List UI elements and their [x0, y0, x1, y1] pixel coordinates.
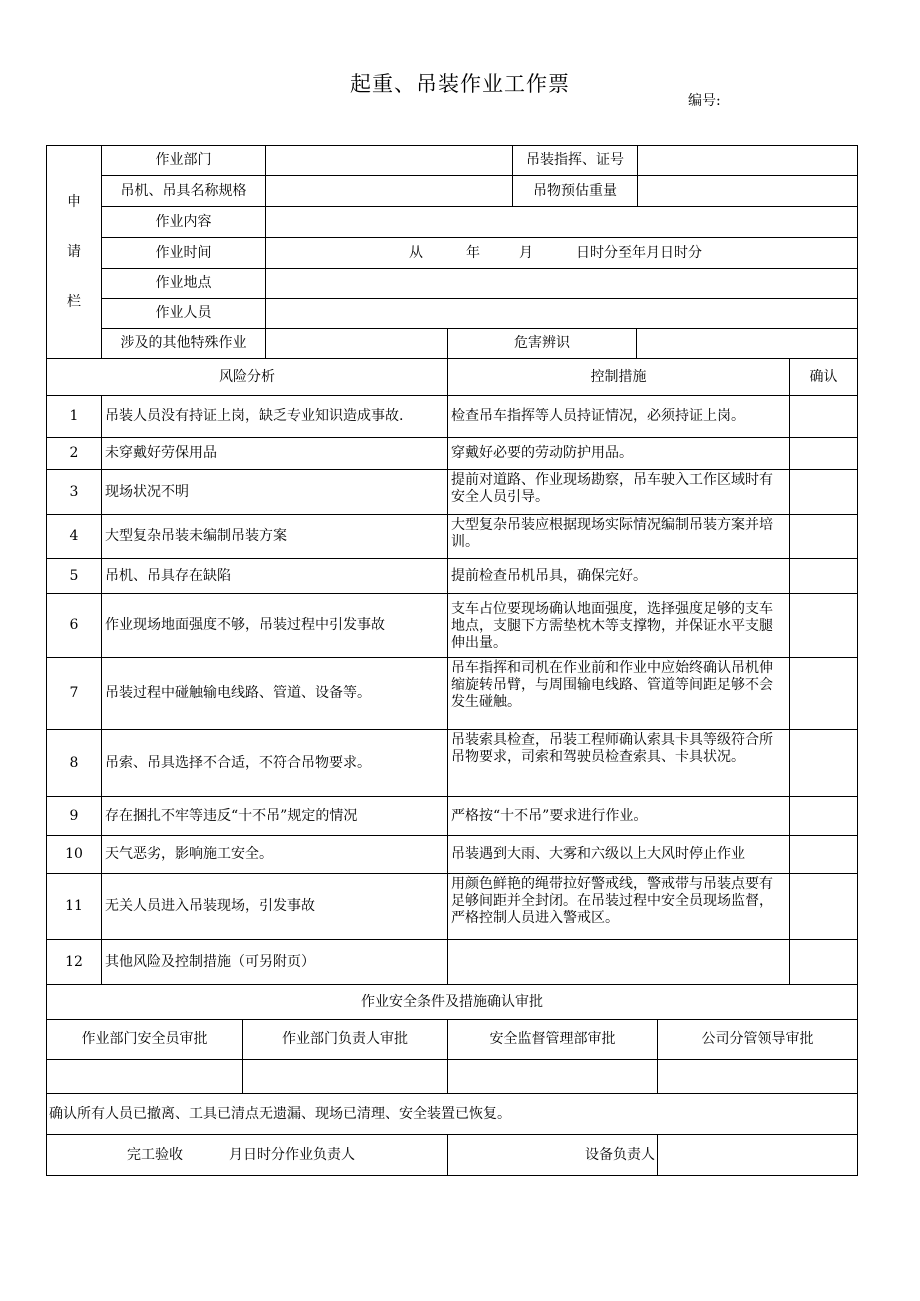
safety-dept-signature[interactable] — [447, 1059, 658, 1094]
row-number: 12 — [46, 939, 102, 985]
application-side-label — [46, 145, 102, 359]
confirm-cell[interactable] — [789, 593, 858, 658]
risk-text: 吊机、吊具存在缺陷 — [101, 558, 448, 594]
side-char-3: 栏 — [67, 294, 81, 310]
content-label: 作业内容 — [101, 206, 266, 238]
risk-text: 作业现场地面强度不够，吊装过程中引发事故 — [101, 593, 448, 658]
other-special-label: 涉及的其他特殊作业 — [101, 328, 266, 359]
risk-header: 风险分析 — [46, 358, 448, 396]
control-text: 吊车指挥和司机在作业前和作业中应始终确认吊机伸缩旋转吊臂，与周围输电线路、管道等间距足够不会发生碰触。 — [447, 657, 790, 730]
approval-section-title: 作业安全条件及措施确认审批 — [46, 984, 858, 1020]
crane-spec-label: 吊机、吊具名称规格 — [101, 175, 266, 207]
risk-text: 吊装人员没有持证上岗，缺乏专业知识造成事故. — [101, 395, 448, 438]
confirm-cell[interactable] — [789, 558, 858, 594]
confirm-header: 确认 — [789, 358, 858, 396]
row-number: 4 — [46, 514, 102, 559]
time-field[interactable] — [265, 237, 858, 269]
confirm-cell[interactable] — [789, 395, 858, 438]
acceptance-time: 月日时分作业负责人 — [229, 1146, 355, 1163]
personnel-label: 作业人员 — [101, 298, 266, 329]
row-number: 6 — [46, 593, 102, 658]
confirm-cell[interactable] — [789, 514, 858, 559]
weight-field[interactable] — [637, 175, 858, 207]
acceptance-label: 完工验收 — [127, 1146, 183, 1163]
risk-text: 大型复杂吊装未编制吊装方案 — [101, 514, 448, 559]
safety-officer-approval-label: 作业部门安全员审批 — [46, 1019, 243, 1060]
time-year: 年 — [466, 244, 480, 261]
content-field[interactable] — [265, 206, 858, 238]
confirm-cell[interactable] — [789, 469, 858, 515]
dept-head-signature[interactable] — [242, 1059, 448, 1094]
confirm-cell[interactable] — [789, 729, 858, 797]
other-special-field[interactable] — [265, 328, 448, 359]
control-text: 严格按“十不吊”要求进行作业。 — [447, 796, 790, 836]
dept-head-approval-label: 作业部门负责人审批 — [242, 1019, 448, 1060]
time-from: 从 — [409, 244, 423, 261]
risk-text: 存在捆扎不牢等违反“十不吊”规定的情况 — [101, 796, 448, 836]
location-label: 作业地点 — [101, 268, 266, 299]
equipment-owner-label: 设备负责人 — [585, 1146, 655, 1163]
side-char-1: 申 — [67, 194, 81, 210]
time-rest: 日时分至年月日时分 — [576, 244, 702, 261]
control-text: 提前检查吊机吊具，确保完好。 — [447, 558, 790, 594]
risk-text: 吊装过程中碰触输电线路、管道、设备等。 — [101, 657, 448, 730]
company-leader-approval-label: 公司分管领导审批 — [657, 1019, 858, 1060]
side-char-2: 请 — [67, 244, 81, 260]
risk-text: 未穿戴好劳保用品 — [101, 437, 448, 470]
acceptance-cell[interactable] — [46, 1134, 448, 1176]
control-text[interactable] — [447, 939, 790, 985]
control-text: 提前对道路、作业现场勘察，吊车驶入工作区域时有安全人员引导。 — [447, 469, 790, 515]
control-text: 大型复杂吊装应根据现场实际情况编制吊装方案并培训。 — [447, 514, 790, 559]
safety-officer-signature[interactable] — [46, 1059, 243, 1094]
equipment-owner-signature[interactable] — [657, 1134, 858, 1176]
hazard-label: 危害辨识 — [447, 328, 637, 359]
row-number: 7 — [46, 657, 102, 730]
row-number: 3 — [46, 469, 102, 515]
row-number: 11 — [46, 873, 102, 940]
personnel-field[interactable] — [265, 298, 858, 329]
control-text: 支车占位要现场确认地面强度，选择强度足够的支车地点，支腿下方需垫枕木等支撑物，并保证水平支腿伸出量。 — [447, 593, 790, 658]
row-number: 10 — [46, 835, 102, 874]
dept-field[interactable] — [265, 145, 513, 176]
commander-label: 吊装指挥、证号 — [512, 145, 638, 176]
row-number: 2 — [46, 437, 102, 470]
risk-text: 无关人员进入吊装现场，引发事故 — [101, 873, 448, 940]
risk-text: 其他风险及控制措施（可另附页） — [101, 939, 448, 985]
time-month: 月 — [519, 244, 533, 261]
equipment-owner-cell — [447, 1134, 658, 1176]
control-text: 穿戴好必要的劳动防护用品。 — [447, 437, 790, 470]
control-text: 吊装遇到大雨、大雾和六级以上大风时停止作业 — [447, 835, 790, 874]
confirm-cell[interactable] — [789, 835, 858, 874]
safety-dept-approval-label: 安全监督管理部审批 — [447, 1019, 658, 1060]
time-label: 作业时间 — [101, 237, 266, 269]
row-number: 8 — [46, 729, 102, 797]
hazard-field[interactable] — [636, 328, 858, 359]
row-number: 1 — [46, 395, 102, 438]
control-text: 吊装索具检查，吊装工程师确认索具卡具等级符合所吊物要求，司索和驾驶员检查索具、卡具状况。 — [447, 729, 790, 797]
dept-label: 作业部门 — [101, 145, 266, 176]
confirm-cell[interactable] — [789, 796, 858, 836]
control-text: 检查吊车指挥等人员持证情况，必须持证上岗。 — [447, 395, 790, 438]
confirm-cell[interactable] — [789, 437, 858, 470]
row-number: 5 — [46, 558, 102, 594]
confirm-cell[interactable] — [789, 939, 858, 985]
risk-text: 天气恶劣，影响施工安全。 — [101, 835, 448, 874]
weight-label: 吊物预估重量 — [512, 175, 638, 207]
commander-field[interactable] — [637, 145, 858, 176]
risk-text: 现场状况不明 — [101, 469, 448, 515]
row-number: 9 — [46, 796, 102, 836]
serial-number-label: 编号: — [688, 93, 721, 109]
control-text: 用颜色鲜艳的绳带拉好警戒线，警戒带与吊装点要有足够间距并全封闭。在吊装过程中安全员现场监督，严格控制人员进入警戒区。 — [447, 873, 790, 940]
document-title: 起重、吊装作业工作票 — [350, 72, 570, 96]
crane-spec-field[interactable] — [265, 175, 513, 207]
completion-confirm-text: 确认所有人员已撤离、工具已清点无遗漏、现场已清理、安全装置已恢复。 — [46, 1093, 858, 1135]
location-field[interactable] — [265, 268, 858, 299]
confirm-cell[interactable] — [789, 873, 858, 940]
confirm-cell[interactable] — [789, 657, 858, 730]
control-header: 控制措施 — [447, 358, 790, 396]
risk-text: 吊索、吊具选择不合适，不符合吊物要求。 — [101, 729, 448, 797]
company-leader-signature[interactable] — [657, 1059, 858, 1094]
